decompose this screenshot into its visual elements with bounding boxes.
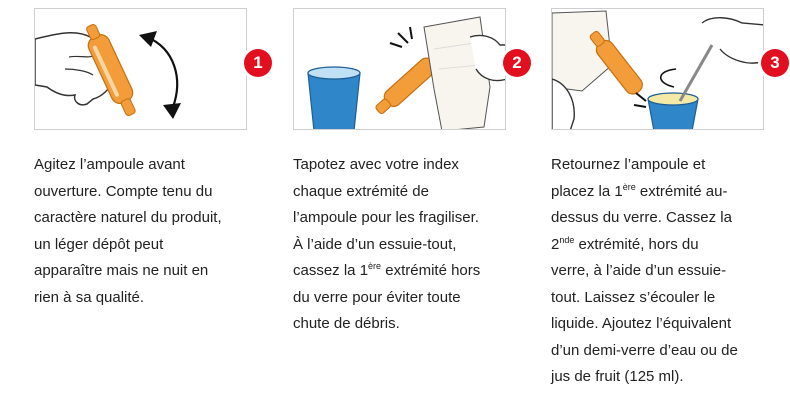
- text-line: [551, 205, 786, 232]
- text-segment: cassez la 1: [293, 262, 369, 279]
- text-line: [551, 311, 786, 338]
- text-line: ouverture. Compte tenu du: [34, 182, 213, 200]
- text-line: [551, 258, 786, 285]
- text-segment: extrémité hors: [381, 262, 481, 279]
- superscript: nde: [559, 234, 575, 245]
- step-1-badge: [241, 46, 275, 80]
- superscript: ère: [368, 261, 382, 271]
- step-1-illustration: [34, 8, 247, 130]
- text-line: [293, 205, 528, 232]
- text-segment: À l’aide d’un essuie-tout,: [293, 235, 457, 253]
- text-segment: du verre pour éviter toute: [293, 288, 461, 306]
- text-segment: chaque extrémité de: [293, 182, 429, 200]
- text-line: [293, 179, 528, 206]
- text-line: [293, 311, 528, 338]
- text-segment: tout. Laissez s’écouler le: [551, 288, 716, 306]
- text-segment: Tapotez avec votre index: [293, 156, 459, 173]
- text-line: [551, 152, 786, 179]
- text-line: [551, 285, 786, 312]
- break-ampoule-with-paper-towel-icon: [294, 9, 506, 130]
- text-segment: placez la 1: [551, 182, 623, 200]
- step-2-badge: [500, 46, 534, 80]
- text-segment: liquide. Ajoutez l’équivalent: [551, 315, 732, 332]
- text-line: caractère naturel du produit,: [34, 209, 222, 226]
- text-line: [551, 338, 786, 365]
- step-1-text: [34, 152, 269, 311]
- text-line: [551, 232, 786, 259]
- text-line: [293, 285, 528, 312]
- text-segment: extrémité au-: [635, 182, 728, 200]
- text-segment: verre, à l’aide d’un essuie-: [551, 262, 727, 279]
- step-1-number: 1: [244, 49, 272, 77]
- step-3-illustration: [551, 8, 764, 130]
- superscript: ère: [622, 181, 636, 192]
- text-segment: chute de débris.: [293, 315, 400, 332]
- step-2-illustration: [293, 8, 506, 130]
- text-line: rien à sa qualité.: [34, 288, 145, 306]
- text-segment: jus de fruit (125 ml).: [551, 368, 684, 385]
- step-2-number: 2: [503, 49, 531, 77]
- text-line: un léger dépôt peut: [34, 235, 164, 253]
- text-segment: Retournez l’ampoule et: [551, 156, 706, 173]
- text-segment: dessus du verre. Cassez la: [551, 209, 732, 226]
- step-3-badge: [758, 46, 790, 80]
- text-segment: d’un demi-verre d’eau ou de: [551, 341, 738, 359]
- text-line: apparaître mais ne nuit en: [34, 262, 209, 279]
- text-line: [293, 232, 528, 259]
- text-line: Agitez l’ampoule avant: [34, 156, 185, 173]
- text-segment: 2: [551, 235, 560, 253]
- text-segment: extrémité, hors du: [574, 235, 699, 253]
- text-line: [293, 258, 528, 285]
- hand-shaking-ampoule-icon: [35, 9, 247, 130]
- step-3-number: 3: [761, 49, 789, 77]
- text-line: [551, 364, 786, 391]
- pour-ampoule-into-glass-icon: [552, 9, 764, 130]
- step-2-text: [293, 152, 528, 338]
- text-line: [551, 179, 786, 206]
- text-segment: l’ampoule pour les fragiliser.: [293, 209, 479, 226]
- text-line: [293, 152, 528, 179]
- step-3-text: [551, 152, 786, 391]
